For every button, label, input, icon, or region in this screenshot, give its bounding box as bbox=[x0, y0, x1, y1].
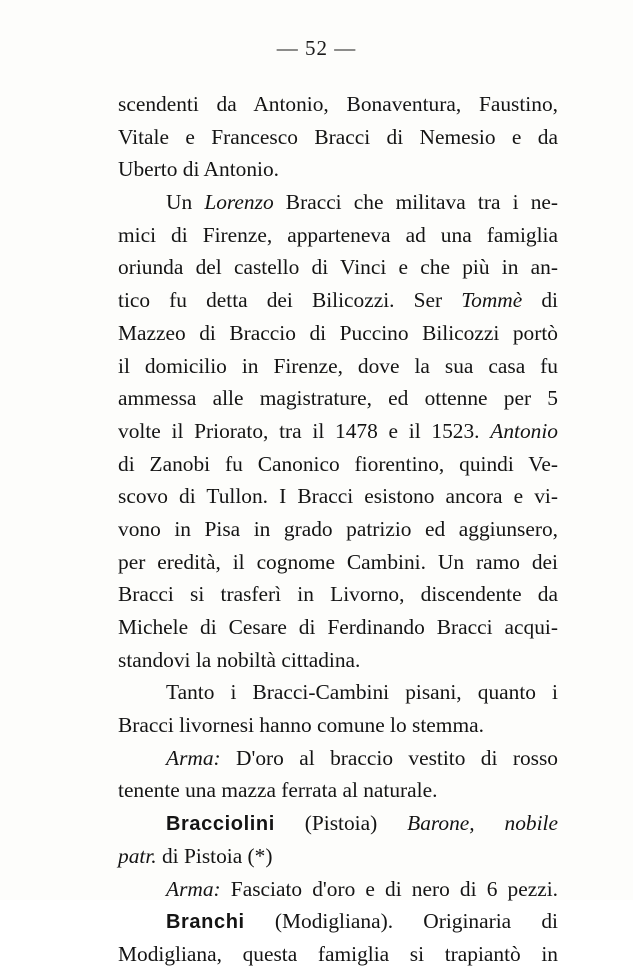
text-line bbox=[118, 186, 558, 219]
name-lorenzo: Lorenzo bbox=[204, 190, 274, 215]
text-line bbox=[118, 774, 558, 807]
text-run: Vitale e Francesco Bracci di Nemesio e da bbox=[118, 124, 558, 149]
text-run: D'oro al braccio vestito di rosso bbox=[220, 745, 558, 770]
text-run: Bracci si trasferì in Livorno, discendente da bbox=[118, 582, 558, 607]
name-antonio: Antonio bbox=[490, 418, 558, 443]
text-run: Michele di Cesare di Ferdinando Bracci acqui- bbox=[118, 615, 558, 639]
text-run: volte il Priorato, tra il 1478 e il 1523. bbox=[118, 418, 491, 443]
text-run: tenente una mazza ferrata al naturale. bbox=[118, 778, 438, 803]
text-run: Mazzeo di Braccio di Puccino Bilicozzi portò bbox=[118, 320, 558, 345]
text-run: (Pistoia) bbox=[274, 811, 408, 836]
text-run: per eredità, il cognome Cambini. Un ramo dei bbox=[118, 549, 558, 574]
text-line bbox=[118, 676, 558, 709]
text-line bbox=[118, 578, 558, 611]
text-line bbox=[118, 644, 558, 677]
text-line bbox=[118, 153, 558, 186]
text-line bbox=[118, 284, 558, 317]
title-patr: patr. bbox=[118, 843, 157, 868]
text-run: mici di Firenze, apparteneva ad una famiglia bbox=[118, 222, 558, 247]
arma-label: Arma: bbox=[166, 745, 221, 770]
text-line bbox=[118, 382, 558, 415]
text-line bbox=[118, 873, 558, 906]
arma-label: Arma: bbox=[166, 876, 221, 901]
text-line bbox=[118, 546, 558, 579]
text-run: di Zanobi fu Canonico fiorentino, quindi Ve- bbox=[118, 451, 558, 476]
text-run: Tanto i Bracci-Cambini pisani, quanto i bbox=[166, 680, 558, 705]
text-run: Un bbox=[166, 190, 205, 215]
text-line bbox=[118, 840, 558, 873]
text-run: Modigliana, questa famiglia si trapiantò in bbox=[118, 941, 558, 966]
title-barone: Barone, nobile bbox=[407, 811, 558, 836]
text-line bbox=[118, 611, 558, 644]
text-line bbox=[118, 480, 558, 513]
body-text bbox=[118, 88, 558, 971]
text-run: Bracci che militava tra i ne- bbox=[273, 190, 559, 215]
text-run: scovo di Tullon. I Bracci esistono ancora e vi- bbox=[118, 484, 558, 509]
text-run: di Pistoia (*) bbox=[156, 843, 273, 868]
page-number: — 52 — bbox=[276, 36, 357, 60]
text-line bbox=[118, 807, 558, 840]
text-run: tico fu detta dei Bilicozzi. Ser bbox=[118, 288, 462, 313]
text-run: standovi la nobiltà cittadina. bbox=[118, 647, 361, 672]
text-run: vono in Pisa in grado patrizio ed aggiunsero, bbox=[118, 516, 558, 541]
text-run: Bracci livornesi hanno comune lo stemma. bbox=[118, 713, 484, 738]
text-line bbox=[118, 905, 558, 938]
text-run: Fasciato d'oro e di nero di 6 pezzi. bbox=[220, 876, 558, 901]
text-line bbox=[118, 415, 558, 448]
name-tomme: Tommè bbox=[461, 288, 523, 313]
text-run: Uberto di Antonio. bbox=[118, 157, 280, 182]
text-line bbox=[118, 121, 558, 154]
text-line bbox=[118, 742, 558, 775]
text-line bbox=[118, 448, 558, 481]
text-line bbox=[118, 251, 558, 284]
surname-heading-branchi: Branchi bbox=[166, 911, 245, 934]
text-run: ammessa alle magistrature, ed ottenne per 5 bbox=[118, 386, 558, 411]
text-run: di bbox=[522, 288, 558, 313]
text-line bbox=[118, 938, 558, 971]
text-line bbox=[118, 219, 558, 252]
text-run: scendenti da Antonio, Bonaventura, Faustino, bbox=[118, 92, 558, 116]
text-line bbox=[118, 317, 558, 350]
text-run: il domicilio in Firenze, dove la sua casa fu bbox=[118, 353, 558, 378]
text-line bbox=[118, 513, 558, 546]
text-line bbox=[118, 709, 558, 742]
text-line bbox=[118, 350, 558, 383]
surname-heading-bracciolini: Bracciolini bbox=[166, 813, 275, 836]
text-line bbox=[118, 88, 558, 121]
text-run: (Modigliana). Originaria di bbox=[244, 909, 558, 934]
text-run: oriunda del castello di Vinci e che più in an- bbox=[118, 255, 558, 280]
